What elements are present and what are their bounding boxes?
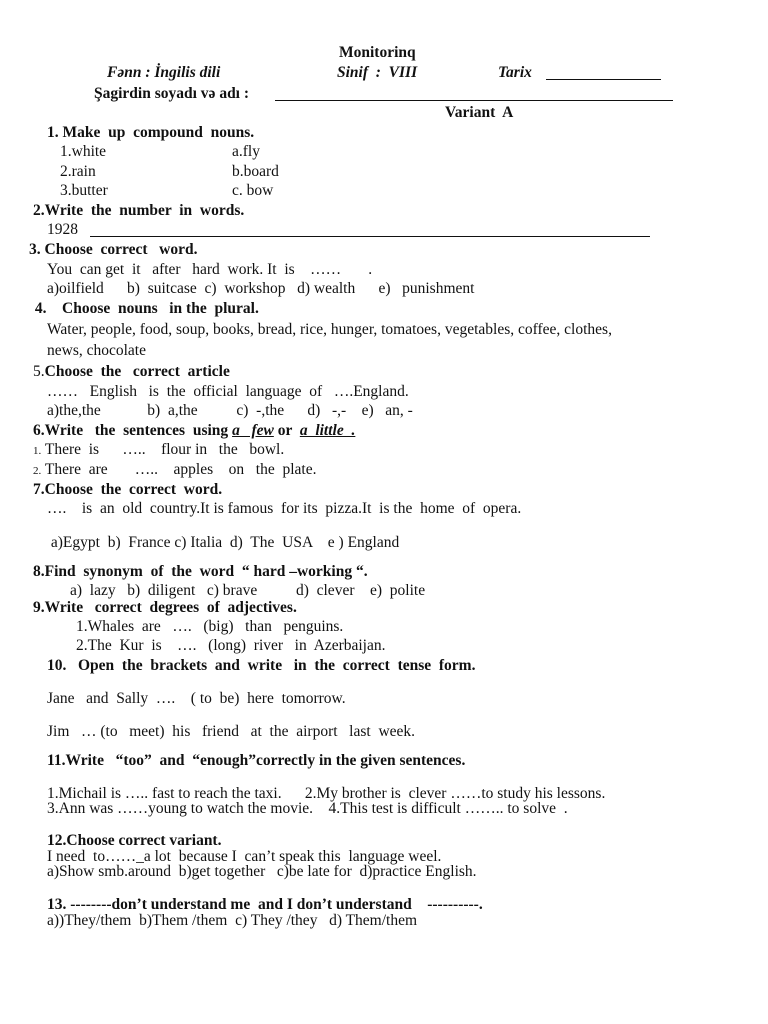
q12-title: 12.Choose correct variant. — [47, 832, 222, 849]
q2-title: 2.Write the number in words. — [33, 202, 245, 219]
q7-sentence: …. is an old country.It is famous for its pizza.It is the home of opera. — [47, 500, 522, 517]
q10-title: 10. Open the brackets and write in the correct tense form. — [47, 657, 476, 674]
q10-sentence: Jim … (to meet) his friend at the airport last week. — [47, 723, 416, 740]
q1-right-item: a.fly — [232, 143, 260, 160]
q6-item-number: 1. — [33, 445, 42, 457]
q4-title: 4. Choose nouns in the plural. — [31, 300, 259, 317]
q1-left-item: 3.butter — [60, 182, 108, 199]
q3-options: a)oilfield b) suitcase c) workshop d) wealth e) punishment — [47, 280, 475, 297]
q3-title: 3. Choose correct word. — [29, 241, 198, 258]
q5-title: Choose the correct article — [44, 363, 230, 380]
subject-label: Fənn : — [107, 64, 155, 81]
q5-heading — [33, 363, 230, 381]
q6-item — [33, 461, 316, 480]
q6-item-text: There is ….. flour in the bowl. — [44, 441, 285, 458]
q2-answer-line — [90, 236, 650, 237]
q5-options: a)the,the b) a,the c) -,the d) -,- e) an, - — [47, 402, 413, 419]
q6-title — [33, 422, 355, 440]
q5-number: 5. — [33, 363, 45, 380]
q11-title: 11.Write “too” and “enough”correctly in the given sentences. — [47, 752, 466, 769]
q4-word-list: news, chocolate — [47, 342, 146, 359]
q3-sentence: You can get it after hard work. It is …… . — [47, 261, 373, 278]
q11-sentences: 3.Ann was ……young to watch the movie. 4.This test is difficult …….. to solve . — [47, 800, 568, 817]
q1-left-item: 2.rain — [60, 163, 96, 180]
q1-right-item: b.board — [232, 163, 279, 180]
q7-options: a)Egypt b) France c) Italia d) The USA e ) England — [47, 534, 400, 551]
q6-item — [33, 441, 284, 460]
q2-number: 1928 — [47, 221, 78, 238]
q4-word-list: Water, people, food, soup, books, bread, rice, hunger, tomatoes, vegetables, coffee, clothes, — [47, 321, 612, 338]
class-field: Sinif : VIII — [337, 64, 418, 81]
q6-few: a few — [232, 422, 274, 439]
q1-title: 1. Make up compound nouns. — [47, 124, 255, 141]
q7-title: 7.Choose the correct word. — [33, 481, 223, 498]
q6-title-text: 6.Write the sentences using — [33, 422, 233, 439]
date-label: Tarix — [498, 64, 532, 81]
q6-little: a little . — [299, 422, 356, 439]
q9-title: 9.Write correct degrees of adjectives. — [33, 599, 297, 616]
q12-options: a)Show smb.around b)get together c)be late for d)practice English. — [47, 863, 477, 880]
student-name-label: Şagirdin soyadı və adı : — [94, 85, 250, 102]
q13-title: 13. --------don’t understand me and I don’t understand ----------. — [47, 896, 483, 913]
q6-item-text: There are ….. apples on the plate. — [44, 461, 317, 478]
q9-item: 1.Whales are …. (big) than penguins. — [76, 618, 344, 635]
q1-right-item: c. bow — [232, 182, 274, 199]
q8-options: a) lazy b) diligent c) brave d) clever e) polite — [70, 582, 426, 599]
variant-label: Variant A — [445, 104, 514, 121]
student-name-blank-line — [275, 100, 673, 101]
q8-title: 8.Find synonym of the word “ hard –working “. — [33, 563, 368, 580]
q1-left-item: 1.white — [60, 143, 107, 160]
q6-or: or — [273, 422, 300, 439]
subject-field — [107, 64, 220, 82]
subject-value: İngilis dili — [154, 64, 221, 81]
q13-options: a))They/them b)Them /them c) They /they d) Them/them — [47, 912, 418, 929]
q9-item: 2.The Kur is …. (long) river in Azerbaijan. — [76, 637, 386, 654]
q12-sentence: I need to……_a lot because I can’t speak this language weel. — [47, 848, 442, 865]
page-title: Monitorinq — [339, 44, 416, 61]
q11-sentences: 1.Michail is ….. fast to reach the taxi. 2.My brother is clever ……to study his lessons. — [47, 785, 606, 802]
q5-sentence: …… English is the official language of ….England. — [47, 383, 409, 400]
q10-sentence: Jane and Sally …. ( to be) here tomorrow. — [47, 690, 346, 707]
date-blank-line — [546, 79, 661, 80]
q6-item-number: 2. — [33, 465, 42, 477]
